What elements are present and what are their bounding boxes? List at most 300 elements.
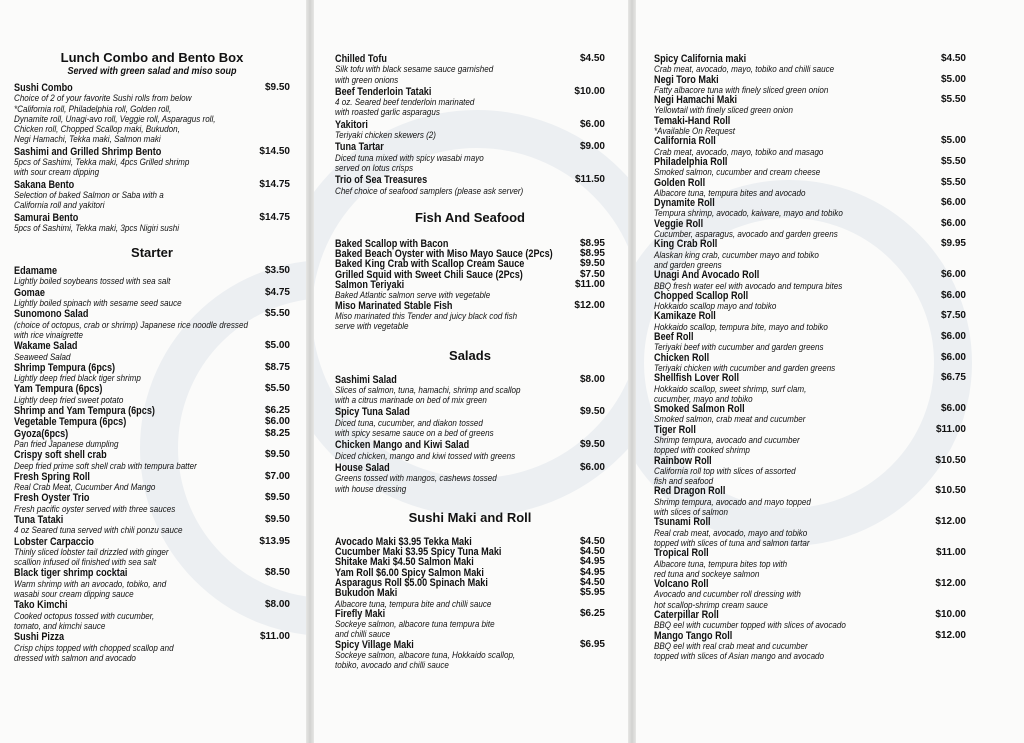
menu-item-description: Chef choice of seafood samplers (please ask server): [335, 184, 524, 196]
menu-item-description: serve with vegetable: [335, 320, 409, 332]
menu-item-description: Diced tuna, cucumber, and diakon tossed: [335, 416, 483, 428]
menu-item-price: $8.25: [264, 427, 290, 439]
menu-item-description: Real Crab Meat, Cucumber And Mango: [14, 481, 156, 493]
menu-item-description: Lightly deep fried black tiger shrimp: [14, 372, 141, 384]
menu-item-price: $9.50: [264, 82, 290, 93]
menu-item-price: $6.25: [264, 405, 290, 417]
menu-item-name: Fresh Spring Roll: [14, 470, 90, 483]
menu-item: [654, 579, 966, 610]
menu-item-description: fish and seafood: [654, 475, 714, 487]
menu-item-name: Baked Scallop with Bacon: [335, 237, 449, 250]
starter-list: [14, 266, 290, 663]
menu-item-description: Sockeye salmon, albacore tuna tempura bite: [335, 618, 495, 630]
menu-item: [654, 425, 966, 456]
menu-item-price: $6.25: [579, 607, 605, 619]
menu-item-price: $9.50: [264, 492, 290, 504]
menu-item-description: Silk tofu with black sesame sauce garnished: [335, 63, 494, 75]
menu-item-description: Deep fried prime soft shell crab with tempura batter: [14, 459, 197, 471]
menu-item: [654, 631, 966, 662]
menu-item-name: Chopped Scallop Roll: [654, 289, 749, 302]
menu-item-name: Negi Toro Maki: [654, 73, 719, 86]
menu-item-name: Spicy Tuna Salad: [335, 406, 410, 419]
menu-item-description: Hokkaido scallop mayo and tobiko: [654, 300, 777, 312]
menu-item: [14, 147, 290, 178]
page-fold: [628, 0, 636, 743]
salads-list: [335, 375, 605, 494]
menu-item-name: Crispy soft shell crab: [14, 449, 107, 462]
menu-item-name: Tuna Tataki: [14, 513, 64, 526]
menu-item-description: Greens tossed with mangos, cashews tossed: [335, 472, 497, 484]
menu-item-description: topped with cooked shrimp: [654, 444, 750, 456]
menu-item-description: with rice vinaigrette: [14, 328, 84, 340]
menu-item: [654, 486, 966, 517]
menu-item-price: $11.50: [574, 174, 605, 186]
menu-item-price: $6.00: [940, 331, 966, 343]
menu-item-name: House Salad: [335, 461, 390, 474]
menu-item-name: Samurai Bento: [14, 211, 79, 224]
menu-item: [335, 463, 605, 494]
menu-item: [14, 515, 290, 536]
menu-item-description: cucumber, mayo and tobiko: [654, 392, 753, 404]
menu-item-price: $6.00: [264, 416, 290, 428]
sushi-list: [335, 537, 605, 671]
menu-item: [654, 75, 966, 96]
menu-item-description: Slices of salmon, tuna, hamachi, shrimp and scallop: [335, 383, 521, 395]
menu-item-name: Golden Roll: [654, 176, 706, 189]
menu-item-name: Unagi And Avocado Roll: [654, 269, 760, 282]
menu-item: [14, 537, 290, 568]
menu-item-name: Sakana Bento: [14, 178, 75, 191]
menu-item-name: Philadelphia Roll: [654, 155, 728, 168]
menu-item-price: $4.50: [579, 576, 605, 588]
menu-item-description: with spicy sesame sauce on a bed of greens: [335, 427, 494, 439]
menu-item: [654, 311, 966, 332]
menu-item-description: Seaweed Salad: [14, 350, 71, 362]
menu-item: [14, 384, 290, 405]
menu-item-price: $6.00: [579, 461, 605, 473]
menu-item-description: and chilli sauce: [335, 628, 391, 640]
menu-item-price: $4.95: [579, 556, 605, 568]
menu-item: [654, 456, 966, 487]
menu-item-price: $6.00: [940, 289, 966, 301]
menu-item-description: Lightly boiled soybeans tossed with sea salt: [14, 275, 171, 287]
menu-item-description: Avocado and cucumber roll dressing with: [654, 588, 801, 600]
menu-item-description: Lightly boiled spinach with sesame seed sauce: [14, 297, 182, 309]
menu-item-name: Gyoza(6pcs): [14, 427, 69, 440]
menu-item-price: $5.00: [940, 135, 966, 147]
menu-item-name: Wakame Salad: [14, 340, 78, 353]
menu-item-description: Teriyaki beef with cucumber and garden greens: [654, 341, 824, 353]
menu-item-price: $9.50: [264, 449, 290, 461]
menu-item-description: Hokkaido scallop, tempura bite, mayo and tobiko: [654, 320, 828, 332]
menu-item: [654, 54, 966, 75]
appetizer-list: [335, 54, 605, 196]
menu-item-description: Selection of baked Salmon or Saba with a: [14, 188, 164, 200]
menu-item-name: Grilled Squid with Sweet Chili Sauce (2Pcs): [335, 268, 523, 281]
menu-item-description: Shrimp tempura, avocado and mayo topped: [654, 495, 811, 507]
menu-item-name: Baked King Crab with Scallop Cream Sauce: [335, 258, 525, 271]
menu-item-price: $11.00: [574, 279, 605, 291]
menu-item: [335, 301, 605, 332]
menu-item-name: Yakitori: [335, 118, 368, 131]
menu-item-name: Chilled Tofu: [335, 53, 387, 65]
page-fold: [306, 0, 314, 743]
menu-item-description: Smoked salmon, crab meat and cucumber: [654, 413, 806, 425]
menu-item-name: Sushi Combo: [14, 82, 73, 94]
menu-item: [654, 373, 966, 404]
menu-item: [14, 266, 290, 287]
menu-item-name: Yam Tempura (6pcs): [14, 383, 103, 396]
menu-item: [14, 568, 290, 599]
menu-item-name: Vegetable Tempura (6pcs): [14, 416, 127, 429]
menu-item-description: red tuna and sockeye salmon: [654, 567, 760, 579]
menu-item-name: Kamikaze Roll: [654, 310, 716, 323]
menu-item-description: with a citrus marinade on bed of mix green: [335, 394, 487, 406]
menu-item: [654, 198, 966, 219]
menu-item-description: Real crab meat, avocado, mayo and tobiko: [654, 526, 808, 538]
menu-item-name: Miso Marinated Stable Fish: [335, 299, 453, 312]
menu-item: [14, 213, 290, 234]
menu-item: [335, 87, 605, 118]
menu-item-price: $8.50: [264, 567, 290, 579]
menu-item-description: 4 oz Seared tuna served with chili ponzu sauce: [14, 524, 183, 536]
menu-item-description: Dynamite roll, Unagi-avo roll, Veggie roll, Asparagus roll,: [14, 112, 216, 124]
menu-item-price: $7.00: [264, 470, 290, 482]
menu-item-description: BBQ eel with real crab meat and cucumber: [654, 639, 808, 651]
menu-item: [14, 363, 290, 384]
menu-item: [654, 157, 966, 178]
menu-item-name: Tsunami Roll: [654, 516, 711, 529]
menu-item: [14, 600, 290, 631]
menu-item-name: Shitake Maki $4.50 Salmon Maki: [335, 556, 474, 569]
menu-item-price: $4.50: [940, 53, 966, 64]
menu-item-description: Yellowtail with finely sliced green onion: [654, 104, 793, 116]
menu-item-price: $10.50: [935, 485, 966, 497]
menu-item-description: with sour cream dipping: [14, 166, 100, 178]
menu-item: [654, 610, 966, 631]
menu-item-name: Mango Tango Roll: [654, 629, 733, 642]
menu-item: [335, 440, 605, 461]
menu-item: [14, 632, 290, 663]
menu-item-name: Yam Roll $6.00 Spicy Salmon Maki: [335, 566, 484, 579]
menu-item-description: 5pcs of Sashimi, Tekka maki, 4pcs Grilled shrimp: [14, 156, 190, 168]
menu-item-price: $4.50: [579, 53, 605, 64]
menu-item-description: topped with slices of Asian mango and avocado: [654, 650, 825, 662]
menu-item-price: $4.95: [579, 566, 605, 578]
menu-item-price: $9.50: [264, 513, 290, 525]
menu-item-price: $8.00: [264, 599, 290, 611]
menu-item-description: *Available On Request: [654, 125, 735, 137]
menu-item-price: $12.00: [935, 516, 966, 528]
lunch-list: [14, 83, 290, 233]
menu-item: [14, 406, 290, 416]
menu-item-price: $14.50: [259, 145, 290, 157]
menu-item: [335, 375, 605, 406]
menu-item-price: $9.50: [579, 439, 605, 451]
menu-item-description: 5pcs of Sashimi, Tekka maki, 3pcs Nigiri sushi: [14, 221, 180, 233]
menu-item-name: Firefly Maki: [335, 607, 386, 620]
menu-item-name: Rainbow Roll: [654, 454, 712, 467]
menu-column-right: [636, 0, 1024, 743]
menu-item: [654, 353, 966, 374]
menu-item-description: with slices of salmon: [654, 506, 728, 518]
menu-item: [14, 309, 290, 340]
menu-item-price: $9.95: [940, 238, 966, 250]
menu-item-price: $5.50: [264, 383, 290, 395]
menu-item: [654, 270, 966, 291]
menu-item-name: Spicy California maki: [654, 53, 747, 65]
rolls-list: [654, 54, 966, 662]
menu-item: [14, 493, 290, 514]
menu-item-description: Warm shrimp with an avocado, tobiko, and: [14, 577, 167, 589]
menu-item-name: Veggie Roll: [654, 217, 704, 230]
menu-item-name: Shrimp and Yam Tempura (6pcs): [14, 405, 155, 418]
menu-item-price: $13.95: [259, 535, 290, 547]
menu-item-price: $3.50: [264, 265, 290, 277]
menu-item: [14, 341, 290, 362]
menu-item-description: Teriyaki chicken with cucumber and garden greens: [654, 361, 836, 373]
menu-item-price: $6.00: [940, 351, 966, 363]
menu-item-name: Avocado Maki $3.95 Tekka Maki: [335, 535, 472, 548]
menu-item-description: (choice of octopus, crab or shrimp) Japanese rice noodle dressed: [14, 318, 248, 330]
menu-item-price: $6.00: [940, 197, 966, 209]
menu-item-price: $5.00: [940, 73, 966, 85]
menu-item-price: $7.50: [940, 310, 966, 322]
menu-item-price: $9.00: [579, 141, 605, 153]
menu-item-description: Albacore tuna, tempura bites top with: [654, 557, 788, 569]
menu-item-description: Fatty albacore tuna with finely sliced green onion: [654, 83, 829, 95]
menu-item-price: $12.00: [574, 299, 605, 311]
menu-item: [335, 280, 605, 301]
menu-item-price: $10.50: [935, 454, 966, 466]
menu-item-description: BBQ eel with cucumber topped with slices of avocado: [654, 619, 846, 631]
menu-item-price: $6.00: [579, 118, 605, 130]
menu-item-price: $12.00: [935, 578, 966, 590]
menu-item-name: King Crab Roll: [654, 238, 718, 251]
menu-item-description: tobiko, avocado and chilli sauce: [335, 659, 449, 671]
menu-column-left: [0, 0, 306, 743]
section-title-fish: Fish And Seafood: [414, 209, 526, 225]
menu-item-price: $5.50: [940, 94, 966, 106]
menu-item-price: $4.75: [264, 286, 290, 298]
menu-item-name: Shellfish Lover Roll: [654, 372, 740, 385]
menu-item-description: with house dressing: [335, 482, 407, 494]
menu-item-description: scallion infused oil finished with sea salt: [14, 556, 157, 568]
menu-item-price: $6.00: [940, 269, 966, 281]
menu-item-description: Diced tuna mixed with spicy wasabi mayo: [335, 151, 484, 163]
menu-item-description: wasabi sour cream dipping sauce: [14, 588, 134, 600]
menu-item-description: topped with slices of tuna and salmon tartar: [654, 536, 810, 548]
menu-item-description: Thinly sliced lobster tail drizzled with ginger: [14, 545, 169, 557]
menu-item-description: Smoked salmon, cucumber and cream cheese: [654, 166, 821, 178]
menu-item-description: Tempura shrimp, avocado, kaiware, mayo and tobiko: [654, 207, 843, 219]
menu-item-price: $14.75: [259, 211, 290, 223]
menu-item-name: Baked Beach Oyster with Miso Mayo Sauce (2Pcs): [335, 248, 553, 261]
menu-item-description: Cooked octopus tossed with cucumber,: [14, 609, 155, 621]
menu-item-name: Trio of Sea Treasures: [335, 174, 428, 187]
menu-item-description: Teriyaki chicken skewers (2): [335, 129, 436, 141]
menu-item-name: Tiger Roll: [654, 423, 696, 436]
menu-item-description: dressed with salmon and avocado: [14, 651, 136, 663]
menu-item-price: $8.00: [579, 373, 605, 385]
menu-item-description: Crab meat, avocado, mayo, tobiko and chilli sauce: [654, 63, 835, 75]
menu-item: [14, 83, 290, 145]
menu-item-price: $5.95: [579, 587, 605, 599]
menu-item: [654, 239, 966, 270]
menu-item-name: Beef Tenderloin Tataki: [335, 85, 432, 98]
menu-item-price: $5.50: [940, 155, 966, 167]
menu-item: [14, 472, 290, 493]
menu-item-name: Cucumber Maki $3.95 Spicy Tuna Maki: [335, 546, 502, 559]
menu-item-description: Negi Hamachi, Tekka maki, Salmon maki: [14, 133, 161, 145]
menu-item-description: tomato, and kimchi sauce: [14, 619, 106, 631]
menu-item: [335, 640, 605, 671]
menu-item: [335, 407, 605, 438]
menu-item: [654, 136, 966, 157]
menu-item-name: Salmon Teriyaki: [335, 279, 405, 292]
menu-item: [654, 178, 966, 199]
menu-item-name: Spicy Village Maki: [335, 638, 414, 651]
menu-item: [335, 588, 605, 609]
section-title-starter: Starter: [131, 245, 173, 261]
menu-item-description: Sockeye salmon, albacore tuna, Hokkaido scallop,: [335, 649, 516, 661]
menu-item-name: Dynamite Roll: [654, 197, 715, 210]
menu-item-name: Tako Kimchi: [14, 599, 68, 612]
menu-item-price: $9.50: [579, 258, 605, 270]
fish-list: [335, 239, 605, 332]
menu-item: [14, 180, 290, 211]
menu-item: [335, 609, 605, 640]
menu-item-price: $5.00: [264, 340, 290, 352]
menu-item-price: $7.50: [579, 268, 605, 280]
section-title-salads: Salads: [449, 347, 491, 363]
menu-item-price: $4.50: [579, 535, 605, 547]
menu-item-name: Asparagus Roll $5.00 Spinach Maki: [335, 576, 488, 589]
menu-item-name: Negi Hamachi Maki: [654, 94, 738, 107]
menu-item-name: Tuna Tartar: [335, 141, 384, 154]
menu-item-name: Temaki-Hand Roll: [654, 114, 731, 127]
menu-item-price: $6.00: [940, 217, 966, 229]
menu-item-price: $6.95: [579, 638, 605, 650]
menu-item-description: *California roll, Philadelphia roll, Golden roll,: [14, 102, 172, 114]
menu-item-description: Hokkaido scallop, sweet shrimp, surf clam,: [654, 382, 807, 394]
section-title-lunch: Lunch Combo and Bento Box: [60, 50, 244, 65]
menu-item-description: Miso marinated this Tender and juicy black cod fish: [335, 309, 518, 321]
menu-item-description: Shrimp tempura, avocado and cucumber: [654, 433, 800, 445]
menu-item-name: Tropical Roll: [654, 547, 709, 560]
menu-item-price: $6.00: [940, 403, 966, 415]
menu-item-price: $10.00: [935, 609, 966, 621]
menu-item-description: Alaskan king crab, cucumber mayo and tobiko: [654, 248, 819, 260]
menu-item-price: $11.00: [935, 423, 966, 435]
menu-item-name: Gomae: [14, 286, 45, 299]
menu-item-name: Volcano Roll: [654, 578, 709, 591]
menu-item-name: Edamame: [14, 265, 58, 278]
menu-item-name: Caterpillar Roll: [654, 609, 719, 622]
menu-item-price: $6.75: [940, 372, 966, 384]
menu-item-description: Pan fried Japanese dumpling: [14, 437, 119, 449]
menu-item-name: Sunomono Salad: [14, 308, 89, 321]
menu-item-price: $14.75: [259, 178, 290, 190]
menu-item: [654, 95, 966, 116]
menu-item-name: Fresh Oyster Trio: [14, 492, 90, 505]
menu-item-price: $5.50: [264, 308, 290, 320]
section-title-sushi: Sushi Maki and Roll: [408, 509, 532, 525]
menu-item: [335, 120, 605, 141]
menu-item-name: Black tiger shrimp cocktai: [14, 567, 128, 580]
menu-item-description: Albacore tuna, tempura bites and avocado: [654, 186, 806, 198]
section-subtitle-lunch: Served with green salad and miso soup: [67, 66, 237, 77]
menu-item-name: Shrimp Tempura (6pcs): [14, 361, 116, 374]
menu-item-name: Chicken Mango and Kiwi Salad: [335, 439, 470, 452]
menu-item-description: with green onions: [335, 73, 399, 85]
menu-item: [654, 548, 966, 579]
menu-item: [654, 404, 966, 425]
menu-item-description: Albacore tuna, tempura bite and chilli sauce: [335, 597, 492, 609]
menu-item: [14, 417, 290, 427]
menu-item-description: Choice of 2 of your favorite Sushi rolls from below: [14, 92, 192, 104]
menu-item: [654, 116, 966, 137]
menu-item-description: Diced chicken, mango and kiwi tossed with greens: [335, 449, 516, 461]
menu-item-description: hot scallop-shrimp cream sauce: [654, 598, 768, 610]
menu-item-price: $10.00: [574, 85, 605, 97]
menu-item-name: Smoked Salmon Roll: [654, 403, 745, 416]
menu-item-description: with roasted garlic asparagus: [335, 106, 440, 118]
menu-item-price: $11.00: [935, 547, 966, 559]
menu-item-name: Bukudon Maki: [335, 587, 398, 600]
menu-item-name: Red Dragon Roll: [654, 485, 726, 498]
menu-item-price: $5.50: [940, 176, 966, 188]
menu-item-description: 4 oz. Seared beef tenderloin marinated: [335, 96, 475, 108]
menu-item-description: Baked Atlantic salmon serve with vegetable: [335, 289, 491, 301]
menu-item-description: Cucumber, asparagus, avocado and garden greens: [654, 228, 838, 240]
menu-item-description: Fresh pacific oyster served with three sauces: [14, 502, 176, 514]
menu-item-name: Beef Roll: [654, 331, 694, 344]
menu-item-name: Sushi Pizza: [14, 631, 65, 644]
menu-item-price: $4.50: [579, 546, 605, 558]
menu-item: [654, 332, 966, 353]
menu-item-description: Lightly deep fried sweet potato: [14, 393, 124, 405]
menu-item-name: Sashimi and Grilled Shrimp Bento: [14, 145, 162, 158]
menu-item-description: California roll and yakitori: [14, 199, 105, 211]
menu-item: [14, 450, 290, 471]
menu-item-description: served on lotus crisps: [335, 161, 413, 173]
menu-item: [14, 429, 290, 450]
menu-item-price: $9.50: [579, 406, 605, 418]
menu-item: [654, 517, 966, 548]
menu-item: [14, 288, 290, 309]
menu-item-description: Crisp chips topped with chopped scallop and: [14, 641, 174, 653]
menu-item-name: Chicken Roll: [654, 351, 710, 364]
menu-item-description: Crab meat, avocado, mayo, tobiko and masago: [654, 145, 824, 157]
menu-item-price: $8.95: [579, 237, 605, 249]
menu-item: [335, 54, 605, 85]
menu-item-name: California Roll: [654, 135, 716, 148]
menu-item-price: $12.00: [935, 629, 966, 641]
menu-item-description: BBQ fresh water eel with avocado and tempura bites: [654, 279, 843, 291]
menu-item-name: Lobster Carpaccio: [14, 535, 95, 548]
menu-item-description: and garden greens: [654, 258, 722, 270]
menu-item-name: Sashimi Salad: [335, 373, 397, 386]
menu-item: [335, 142, 605, 173]
menu-item-price: $8.95: [579, 248, 605, 260]
menu-item-price: $8.75: [264, 361, 290, 373]
menu-item-description: California roll top with slices of assorted: [654, 464, 796, 476]
menu-column-middle: [314, 0, 628, 743]
menu-item-description: Chicken roll, Chopped Scallop maki, Bukudon,: [14, 123, 180, 135]
menu-item-price: $11.00: [259, 631, 290, 643]
menu-item: [654, 291, 966, 312]
